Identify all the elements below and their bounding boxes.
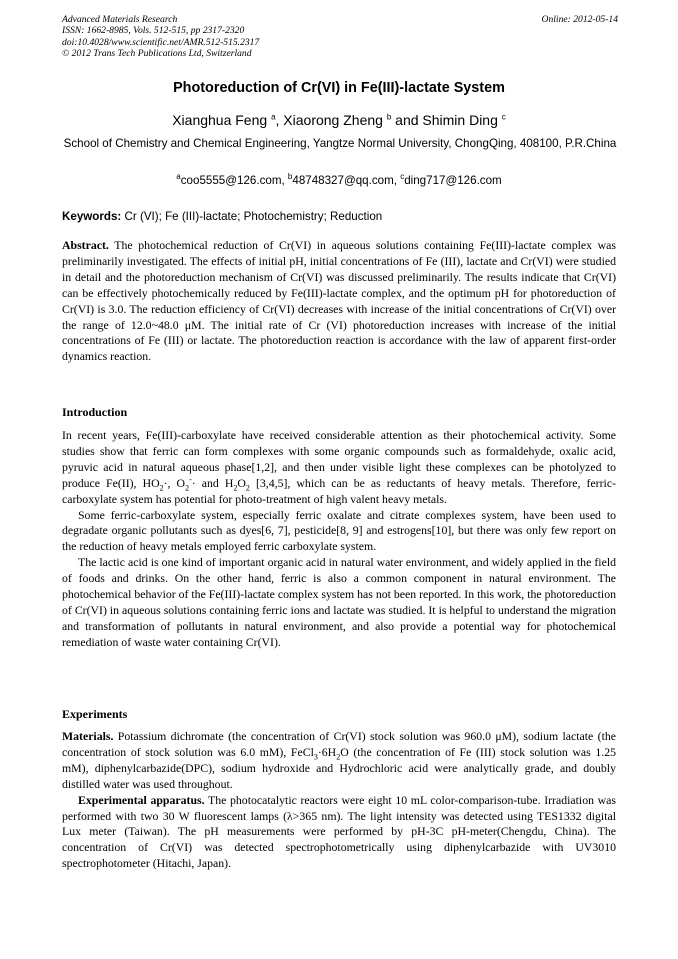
author-name: and Shimin Ding bbox=[391, 112, 498, 128]
journal-header bbox=[62, 14, 618, 60]
author-affil-mark: b bbox=[386, 112, 392, 122]
author-name: Xianghua Feng bbox=[172, 112, 268, 128]
experiments-body bbox=[62, 729, 616, 872]
keywords-text: Cr (VI); Fe (III)-lactate; Photochemistry; Reduction bbox=[121, 210, 383, 223]
experiments-heading: Experiments bbox=[62, 707, 128, 721]
abstract-text: The photochemical reduction of Cr(VI) in aqueous solutions containing Fe(III)-lactate complex was preliminarily investigated. The effects of initial pH, initial concentrations of Fe (III), lactate and Cr(VI) were studied in detail and the photoreduction mechanism of Cr(VI) was discussed preliminarily. The results indicate that Cr(VI) can be effectively photochemically reduced by Fe(III)-lactate complex, and the optimum pH for photoreduction of Cr(VI) is 3.0. The reduction efficiency of Cr(VI) decreases with increase of the initial concentrations of Cr(VI) over the range of 12.0~48.0 μM. The initial rate of Cr (VI) photoreduction increases with increase of the initial concentrations of Fe (III) or lactate. The photoreduction reaction is accordance with the law of apparent first-order dynamics reaction. bbox=[62, 238, 616, 364]
intro-paragraph-3: The lactic acid is one kind of important organic acid in natural water environment, and widely applied in the field of foods and drinks. On the other hand, ferric is also a common component in natural environment. The photochemical behavior of the Fe(III)-lactate complex system has not been reported. In this work, the photoreduction of Cr(VI) in aqueous solutions containing ferric ions and lactate was studied. It is helpful to understand the migration and transformation of pollutants in natural environment, and also provide a potential way for photochemical remediation of waste water containing Cr(VI). bbox=[62, 555, 616, 649]
subscript: 2 bbox=[233, 483, 238, 493]
email-link[interactable]: 48748327@qq.com, bbox=[292, 174, 401, 187]
intro-paragraph-1 bbox=[62, 428, 616, 508]
abstract bbox=[62, 238, 616, 365]
materials-paragraph bbox=[62, 729, 616, 793]
text-run: The photocatalytic reactors were eight 10 mL color-comparison-tube. Irradiation was performed with two 30 W fluorescent lamps (λ>365 nm). The light intensity was detected using TES1332 digital Lux meter (Taiwan). The pH measurements were performed by pH-3C pH-meter(Chengdu, China). The concentration of Cr(VI) was detected spectrophotometrically using diphenylcarbazide with UV3010 spectrophotometer (Hitachi, Japan). bbox=[62, 792, 616, 871]
email-mark: c bbox=[400, 172, 405, 182]
subscript: 2 bbox=[245, 483, 250, 493]
email-link[interactable]: ding717@126.com bbox=[404, 174, 502, 187]
text-run: In recent years, Fe(III)-carboxylate have received considerable attention as their photochemical activity. Some studies show that ferric can form complexes with some organic compounds such as formaldehyde, oxalic acid, pyruvic acid in natural aqueous phase[1,2], and then under visible light these complexes can be photolyzed to produce Fe(II), HO bbox=[62, 428, 616, 490]
journal-name: Advanced Materials Research bbox=[62, 14, 178, 25]
keywords bbox=[62, 210, 618, 223]
abstract-label: Abstract. bbox=[62, 238, 109, 252]
text-run: O bbox=[237, 475, 246, 490]
journal-doi: doi:10.4028/www.scientific.net/AMR.512-515.2317 bbox=[62, 36, 260, 48]
text-run: · and H bbox=[191, 475, 234, 490]
apparatus-paragraph bbox=[62, 793, 616, 873]
text-run: O (the concentration of Fe (III) stock solution was 1.25 mM), diphenylcarbazide(DPC), sodium hydroxide and Hydrochloric acid were analytically grade, and doubly distilled water was used throughout. bbox=[62, 744, 616, 791]
text-run: [3,4,5], which can be as reductants of heavy metals. Therefore, ferric-carboxylate system has potential for photo-treatment of high valent heavy metals. bbox=[62, 475, 616, 506]
author-name: , Xiaorong Zheng bbox=[275, 112, 383, 128]
intro-paragraph-2: Some ferric-carboxylate system, especially ferric oxalate and citrate complexes system, have been used to degradate organic pollutants such as dyes[6, 7], pesticide[8, 9] and estrogens[10], but there was only few report on the reduction of heavy metals employed ferric carboxylate system. bbox=[62, 507, 616, 554]
email-mark: a bbox=[176, 172, 181, 182]
email-mark: b bbox=[287, 172, 293, 182]
text-run: ·6H bbox=[317, 744, 337, 759]
superscript: - bbox=[189, 474, 192, 484]
author-affil-mark: c bbox=[501, 112, 506, 122]
apparatus-label: Experimental apparatus. bbox=[78, 792, 205, 807]
online-date: Online: 2012-05-14 bbox=[541, 14, 618, 25]
materials-label: Materials. bbox=[62, 729, 114, 743]
subscript: 2 bbox=[336, 752, 341, 762]
keywords-label: Keywords: bbox=[62, 210, 122, 223]
author-affil-mark: a bbox=[271, 112, 276, 122]
affiliation: School of Chemistry and Chemical Engineering, Yangtze Normal University, ChongQing, 408100, P.R.China bbox=[63, 137, 617, 150]
subscript: 2 bbox=[159, 483, 164, 493]
author-emails bbox=[0, 174, 678, 187]
introduction-heading: Introduction bbox=[62, 405, 128, 419]
introduction-body bbox=[62, 428, 616, 651]
paper-title: Photoreduction of Cr(VI) in Fe(III)-lactate System bbox=[173, 80, 505, 96]
author-list bbox=[0, 112, 678, 128]
journal-copyright: © 2012 Trans Tech Publications Ltd, Switzerland bbox=[62, 48, 252, 60]
journal-issn: ISSN: 1662-8985, Vols. 512-515, pp 2317-2320 bbox=[62, 25, 245, 37]
subscript: 2 bbox=[185, 483, 190, 493]
email-link[interactable]: coo5555@126.com, bbox=[180, 174, 288, 187]
text-run: Potassium dichromate (the concentration of Cr(VI) stock solution was 960.0 μM), sodium lactate (the concentration of stock solution was 6.0 mM), FeCl bbox=[62, 729, 616, 759]
subscript: 3 bbox=[313, 752, 318, 762]
text-run: ·, O bbox=[163, 475, 186, 490]
